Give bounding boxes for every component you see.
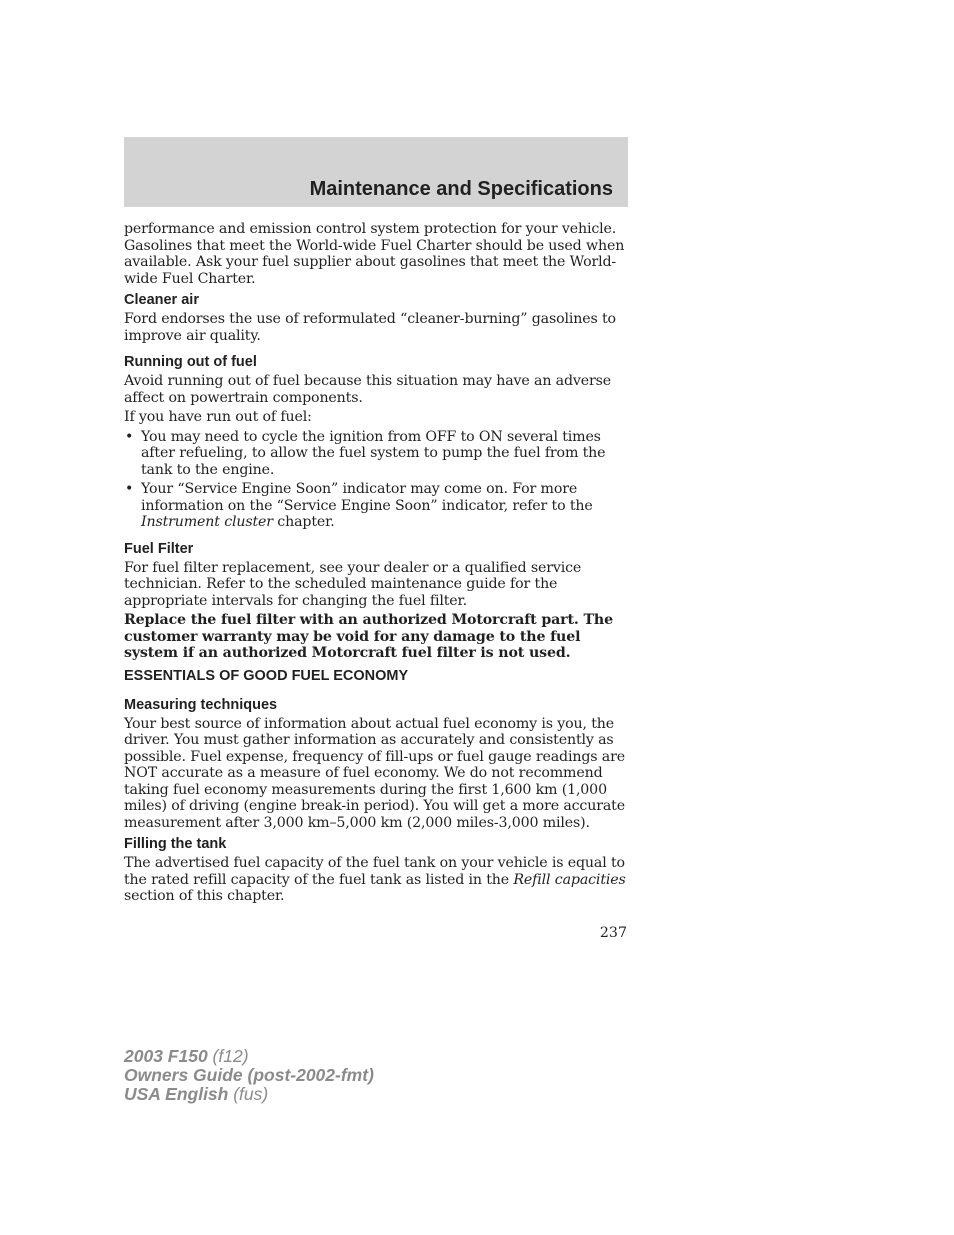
cleaner-air-paragraph: Ford endorses the use of reformulated “cleaner-burning” gasolines to improve air quality. xyxy=(124,311,616,344)
footer-line-2 xyxy=(124,1066,374,1085)
running-out-bullet-list xyxy=(124,429,629,531)
bullet-text xyxy=(141,481,593,530)
running-out-paragraph: Avoid running out of fuel because this situation may have an adverse affect on powertrain components. xyxy=(124,373,612,406)
running-out-heading: Running out of fuel xyxy=(124,354,257,370)
chapter-title: Maintenance and Specifications xyxy=(309,178,613,200)
essentials-heading: ESSENTIALS OF GOOD FUEL ECONOMY xyxy=(124,667,409,684)
fuel-filter-warning: Replace the fuel filter with an authorized Motorcraft part. The customer warranty may be void for any damage to the fuel system if an authorized Motorcraft fuel filter is not used. xyxy=(124,612,613,661)
document-footer xyxy=(124,1047,374,1104)
footer-model: 2003 F150 xyxy=(124,1046,208,1066)
bullet-text: You may need to cycle the ignition from OFF to ON several times after refueling, to allow the fuel system to pump the fuel from the tank to the engine. xyxy=(141,428,606,478)
bullet-text-part: Your “Service Engine Soon” indicator may come on. For more information on the “Service Engine Soon” indicator, refer to the xyxy=(141,481,593,514)
footer-language-code: (fus) xyxy=(228,1084,269,1104)
bullet-icon: • xyxy=(125,428,134,445)
footer-model-code: (f12) xyxy=(207,1046,249,1066)
footer-language: USA English xyxy=(124,1084,229,1104)
list-item xyxy=(124,429,629,479)
running-out-lead: If you have run out of fuel: xyxy=(124,409,312,425)
fuel-filter-heading: Fuel Filter xyxy=(124,540,194,557)
chapter-reference: Instrument cluster xyxy=(141,514,273,530)
footer-line-1 xyxy=(124,1047,374,1066)
section-reference: Refill capacities xyxy=(513,871,626,888)
fuel-filter-paragraph: For fuel filter replacement, see your dealer or a qualified service technician. Refer to the scheduled maintenance guide for the appropriate intervals for changing the fuel filter. xyxy=(124,559,582,609)
measuring-paragraph: Your best source of information about actual fuel economy is you, the driver. You must gather information as accurately and consistently as possible. Fuel expense, frequency of fill-ups or fuel gauge readings are NOT accurate as a measure of fuel economy. We do not recommend taking fuel economy measurements during the first 1,600 km (1,000 miles) of driving (engine break-in period). You will get a more accurate measurement after 3,000 km–5,000 km (2,000 miles-3,000 miles). xyxy=(124,715,625,831)
intro-paragraph: performance and emission control system protection for your vehicle. Gasolines that meet the World-wide Fuel Charter should be used when available. Ask your fuel supplier about gasolines that meet the World-wide Fuel Charter. xyxy=(124,221,625,287)
cleaner-air-heading: Cleaner air xyxy=(124,292,199,308)
filling-text-part: The advertised fuel capacity of the fuel tank on your vehicle is equal to the rated refill capacity of the fuel tank as listed in the xyxy=(124,855,625,888)
list-item xyxy=(124,481,629,531)
filling-paragraph xyxy=(124,855,629,905)
filling-text-part: section of this chapter. xyxy=(124,888,285,904)
bullet-text-part: chapter. xyxy=(272,514,335,530)
filling-heading: Filling the tank xyxy=(124,836,227,852)
footer-guide: Owners Guide (post-2002-fmt) xyxy=(124,1065,374,1085)
chapter-header-band xyxy=(124,137,628,207)
page-number: 237 xyxy=(599,925,627,941)
footer-line-3 xyxy=(124,1085,374,1104)
measuring-heading: Measuring techniques xyxy=(124,696,278,713)
bullet-icon: • xyxy=(125,481,134,497)
page-content xyxy=(124,221,629,908)
